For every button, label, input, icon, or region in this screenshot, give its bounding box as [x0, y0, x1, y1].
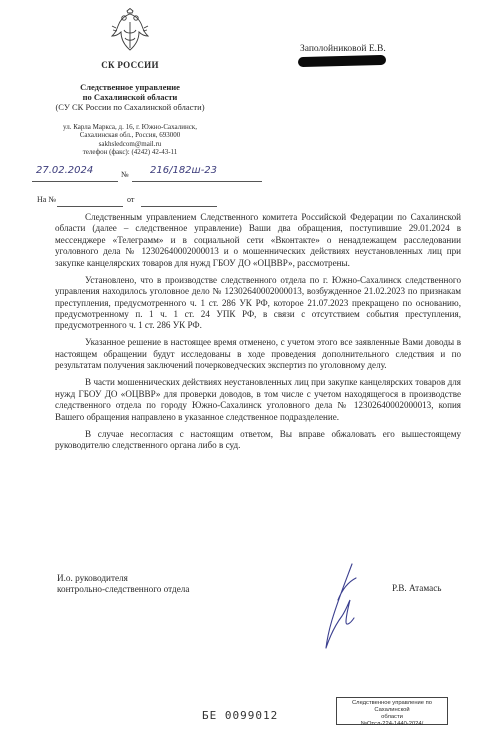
outgoing-date: 27.02.2024: [36, 165, 94, 176]
date-underline: [32, 181, 118, 182]
address-line2: Сахалинская обл., Россия, 693000: [79, 131, 181, 140]
stamp-line1: Следственное управление по Сахалинской: [352, 700, 432, 713]
registration-stamp: [336, 697, 448, 725]
outgoing-number: 216/182ш-23: [150, 165, 218, 176]
org-phone: телефон (факс): (4242) 42-43-11: [82, 147, 178, 156]
org-name: [0, 82, 260, 102]
signer-position-line2: контрольно-следственного отдела: [57, 584, 190, 594]
redaction-mark: [298, 55, 386, 67]
letter-body: [55, 212, 461, 457]
org-name-line2: по Сахалинской области: [82, 92, 178, 102]
address-line1: ул. Карла Маркса, д. 16, г. Южно-Сахалинск,: [63, 123, 197, 131]
signer-position-line1: И.о. руководителя: [57, 573, 128, 583]
stamp-line2: области: [381, 714, 403, 720]
body-paragraph: В части мошеннических действиях неустановленных лиц при закупке канцелярских товаров для нужд ГБОУ ДО «ОЦВВР» для проверки доводов, в том числе с учетом находящегося в производстве следственного отдела по городу Южно-Сахалинск уголовного дела № 12302640002000013, копия Вашего обращения направлено в указанное следственное подразделение.: [55, 377, 461, 422]
reference-number-underline: [57, 206, 123, 207]
org-email: sakhsledcom@mail.ru: [98, 139, 162, 148]
outgoing-date-number: [32, 165, 262, 182]
body-paragraph: В случае несогласия с настоящим ответом, Вы вправе обжаловать его вышестоящему руководителю следственного органа либо в суд.: [55, 428, 461, 451]
reference-prefix: На №: [37, 195, 56, 204]
reference-date-underline: [141, 206, 217, 207]
signer-position: [57, 573, 189, 595]
handwritten-signature-icon: [312, 560, 382, 652]
number-sign: №: [121, 170, 129, 179]
reference-from: от: [127, 195, 135, 204]
org-short-name: (СУ СК России по Сахалинской области): [55, 102, 205, 112]
form-serial-number: БЕ 0099012: [202, 709, 279, 722]
stamp-line3: №Отсл-224-1440-2024/: [360, 721, 424, 727]
addressee-name: Заполойниковой Е.В.: [300, 44, 386, 54]
body-paragraph: Указанное решение в настоящее время отменено, с учетом этого все заявленные Вами доводы в настоящем обращении будут исследованы в ходе проведения дополнительного следствия и по результатам получения заключений почерковедческих экспертиз по уголовному делу.: [55, 337, 461, 371]
org-address: [0, 123, 260, 156]
signer-name: Р.В. Атамась: [392, 583, 442, 593]
org-title: СК РОССИИ: [101, 60, 159, 70]
reference-line: [37, 195, 217, 207]
double-headed-eagle-emblem-icon: [110, 8, 150, 54]
body-paragraph: Следственным управлением Следственного комитета Российской Федерации по Сахалинской области (далее – следственное управление) Ваши два обращения, поступившие 29.01.2024 в мессенджере «Телеграмм» и в социальной сети «Вконтакте» о ненадлежащем расследовании уголовного дела № 12302640002000013 и о мошеннических действиях неустановленных лиц при закупке канцелярских товаров для нужд ГБОУ ДО «ОЦВВР», рассмотрены.: [55, 212, 461, 268]
number-underline: [132, 181, 262, 182]
body-paragraph: Установлено, что в производстве следственного отдела по г. Южно-Сахалинск следственного управления находилось уголовное дело № 12302640002000013, возбужденное 21.02.2023 по признакам преступления, предусмотренного ч. 1 ст. 286 УК РФ, которое 21.07.2023 прекращено по основанию, предусмотренному п. 1 ч. 1 ст. 24 УПК РФ, в связи с отсутствием события преступления, предусмотренного ч. 1 ст. 286 УК РФ.: [55, 274, 461, 331]
org-name-line1: Следственное управление: [80, 82, 180, 92]
